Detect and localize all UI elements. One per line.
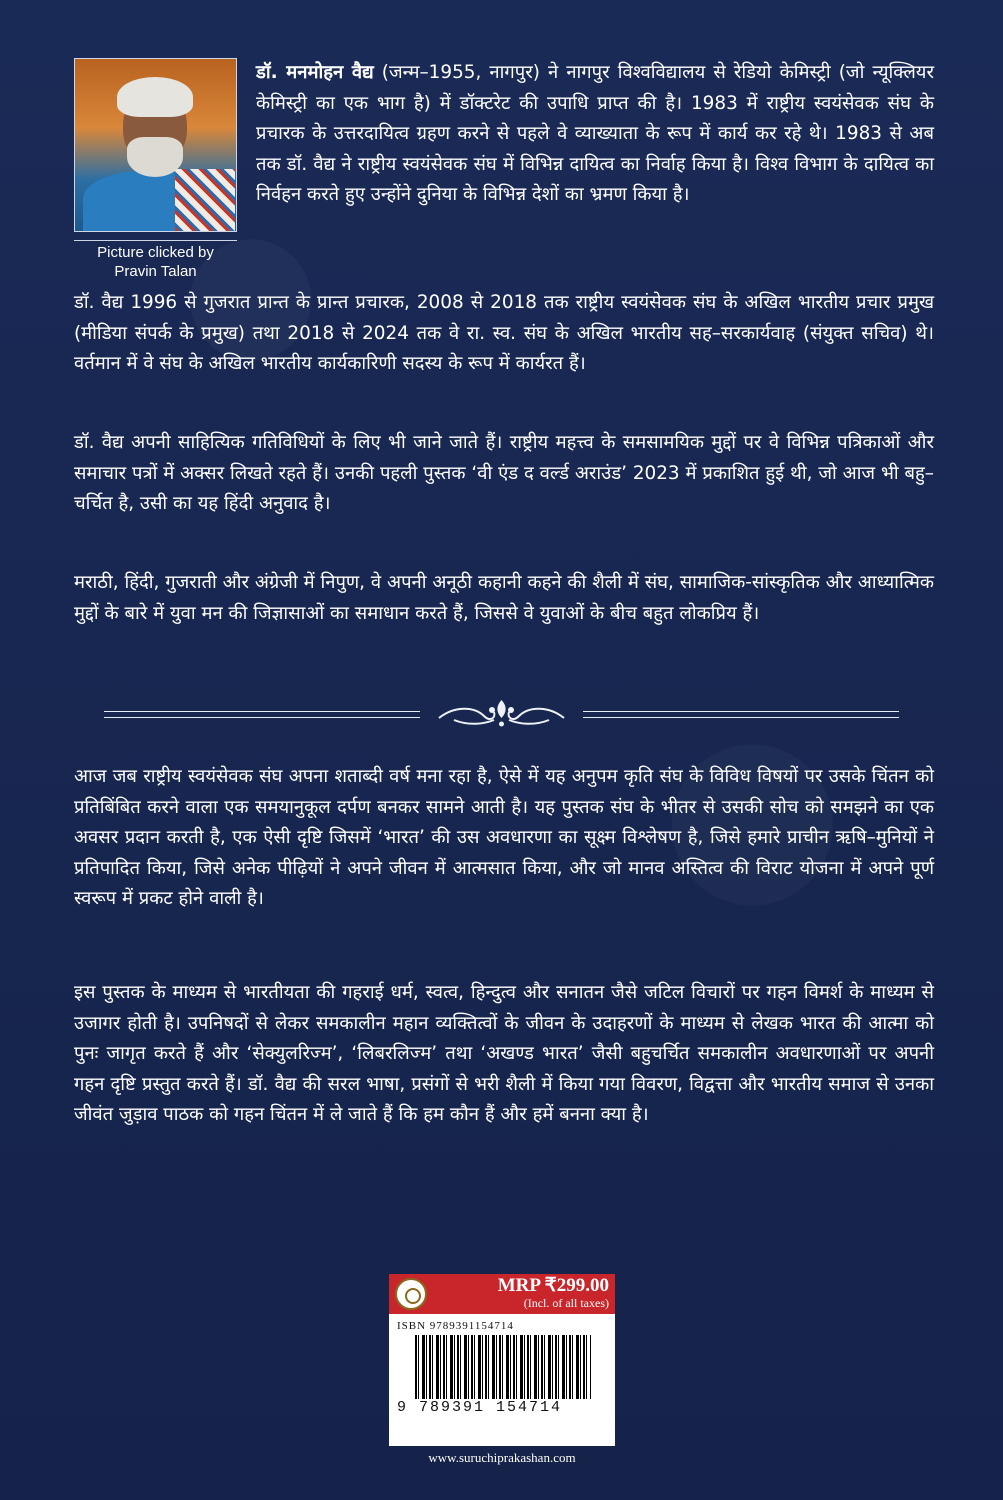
author-intro: [256, 58, 934, 211]
publisher-logo: [395, 1278, 427, 1310]
publisher-website: www.suruchiprakashan.com: [428, 1450, 576, 1465]
photo-caption: Picture clicked by Pravin Talan: [97, 244, 214, 280]
barcode-number: 9 789391 154714: [397, 1399, 563, 1416]
price-banner: [389, 1274, 615, 1314]
ornament-divider: [104, 696, 899, 732]
book-summary-paragraph-1: आज जब राष्ट्रीय स्वयंसेवक संघ अपना शताब्दी वर्ष मना रहा है, ऐसे में यह अनुपम कृति संघ के विविध विषयों पर उसके चिंतन को प्रतिबिंबित करने वाला एक समयानुकूल दर्पण बनकर सामने आती है। यह पुस्तक संघ के भीतर से उसकी सोच को समझने का एक अवसर प्रदान करती है, एक ऐसी दृष्टि जिसमें ‘भारत’ की उस अवधारणा का सूक्ष्म विश्लेषण है, जिसे हमारे प्राचीन ऋषि–मुनियों ने प्रतिपादित किया, जिसे अनेक पीढ़ियों ने अपने जीवन में आत्मसात किया, और जो मानव अस्तित्व की विराट योजना में अपने पूर्ण स्वरूप में प्रकट होने वाली है।: [74, 766, 934, 910]
author-photo: [74, 58, 237, 232]
tax-note: (Incl. of all taxes): [523, 1296, 609, 1310]
author-bio: [74, 58, 934, 280]
book-summary-paragraph-2: इस पुस्तक के माध्यम से भारतीयता की गहराई धर्म, स्वत्व, हिन्दुत्व और सनातन जैसे जटिल विचारों पर गहन विमर्श के माध्यम से उजागर होती है। उपनिषदों से लेकर समकालीन महान व्यक्तित्वों के जीवन के उदाहरणों के माध्यम से लेखक भारत की आत्मा को पुनः जागृत करते हैं और ‘सेक्युलरिज्म’, ‘लिबरलिज्म’ तथा ‘अखण्ड भारत’ जैसी बहुचर्चित समकालीन अवधारणाओं पर अपनी गहन दृष्टि प्रस्तुत करते हैं। डॉ. वैद्य की सरल भाषा, प्रसंगों से भरी शैली में किया गया विवरण, विद्वत्ता और भारतीय समाज से उनका जीवंत जुड़ाव पाठक को गहन चिंतन में ले जाते हैं कि हम कौन हैं और हमें बनना क्या है।: [74, 982, 934, 1126]
author-intro-text: (जन्म–1955, नागपुर) ने नागपुर विश्वविद्यालय से रेडियो केमिस्ट्री (जो न्यूक्लियर केमिस्ट्री का एक भाग है) में डॉक्टरेट की उपाधि प्राप्त की है। 1983 में राष्ट्रीय स्वयंसेवक संघ के प्रचारक के उत्तरदायित्व ग्रहण करने से पहले वे व्याख्याता के रूप में कार्य कर रहे थे। 1983 से अब तक डॉ. वैद्य ने राष्ट्रीय स्वयंसेवक संघ में विभिन्न दायित्व का निर्वाह किया है। विश्व विभाग के दायित्व का निर्वहन करते हुए उन्होंने दुनिया के विभिन्न देशों का भ्रमण किया है।: [256, 62, 934, 206]
author-name: डॉ. मनमोहन वैद्य: [256, 62, 374, 83]
author-literary-paragraph: डॉ. वैद्य अपनी साहित्यिक गतिविधियों के लिए भी जाने जाते हैं। राष्ट्रीय महत्त्व के समसामयिक मुद्दों पर वे विभिन्न पत्रिकाओं और समाचार पत्रों में अक्सर लिखते रहते हैं। उनकी पहली पुस्तक ‘वी एंड द वर्ल्ड अराउंड’ 2023 में प्रकाशित हुई थी, जो आज भी बहु–चर्चित है, उसी का यह हिंदी अनुवाद है।: [74, 432, 934, 515]
barcode: [415, 1335, 591, 1399]
price-barcode-box: [389, 1274, 615, 1465]
author-career-paragraph: डॉ. वैद्य 1996 से गुजरात प्रान्त के प्रान्त प्रचारक, 2008 से 2018 तक राष्ट्रीय स्वयंसेवक संघ के अखिल भारतीय प्रचार प्रमुख (मीडिया संपर्क के प्रमुख) तथा 2018 से 2024 तक वे रा. स्व. संघ के अखिल भारतीय सह–सरकार्यवाह (संयुक्त सचिव) थे। वर्तमान में वे संघ के अखिल भारतीय कार्यकारिणी सदस्य के रूप में कार्यरत हैं।: [74, 292, 934, 375]
mrp-block: [498, 1276, 609, 1310]
author-languages-paragraph: मराठी, हिंदी, गुजराती और अंग्रेजी में निपुण, वे अपनी अनूठी कहानी कहने की शैली में संघ, सामाजिक-सांस्कृतिक और आध्यात्मिक मुद्दों के बारे में युवा मन की जिज्ञासाओं का समाधान करते हैं, जिससे वे युवाओं के बीच बहुत लोकप्रिय हैं।: [74, 572, 934, 624]
ornament-flourish-icon: [434, 696, 569, 732]
mrp-price: MRP ₹299.00: [497, 1275, 609, 1296]
photo-divider: [74, 240, 237, 241]
author-photo-block: [74, 58, 239, 281]
isbn-label: ISBN 9789391154714: [397, 1320, 514, 1332]
